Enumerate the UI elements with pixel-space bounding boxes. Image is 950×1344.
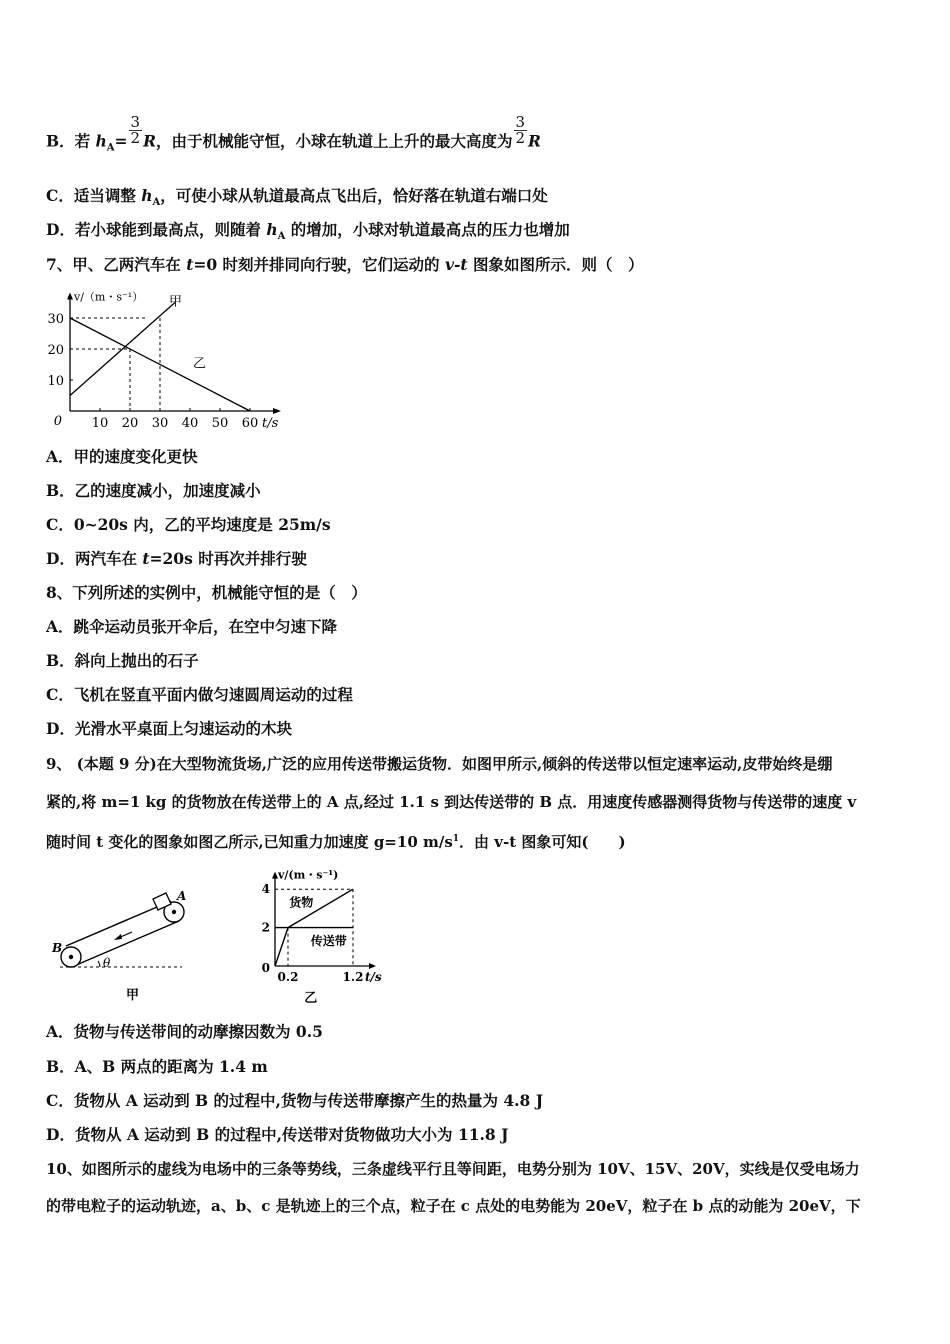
q9-option-c-text: C．货物从 A 运动到 B 的过程中,货物与传送带摩擦产生的热量为 4.8 J <box>46 1091 544 1110</box>
q6-b-frac1-num: 3 <box>130 113 141 131</box>
q8-option-d-text: D．光滑水平桌面上匀速运动的木块 <box>46 719 292 738</box>
q6-b-r2: R <box>528 131 541 151</box>
figure-caption-jia: 甲 <box>126 988 140 1003</box>
y-tick-label-30: 30 <box>47 312 64 327</box>
q6-c-prefix: C．适当调整 <box>46 186 142 205</box>
q6-b-r1: R <box>143 131 156 151</box>
q7-stem-t: t <box>186 255 194 274</box>
q9-stem-line-1 <box>46 754 832 774</box>
x-axis-label: t/s <box>262 416 279 431</box>
y-tick-label-2: 2 <box>261 920 270 935</box>
q7-option-d-t: t <box>142 549 150 568</box>
figure-caption-yi: 乙 <box>304 991 318 1006</box>
q9-option-d-text: D．货物从 A 运动到 B 的过程中,传送带对货物做功大小为 11.8 J <box>46 1125 509 1144</box>
label-b: B <box>52 941 63 955</box>
belt-direction-arrowhead <box>114 934 122 940</box>
q7-option-d-pre: D．两汽车在 <box>46 549 143 568</box>
q7-option-c <box>46 515 331 535</box>
q6-option-b <box>46 113 541 159</box>
q6-d-h: h <box>266 220 278 239</box>
q8-option-c <box>46 685 353 705</box>
q6-b-h: h <box>95 131 107 151</box>
x-axis-label: t/s <box>365 970 382 984</box>
x-axis-arrow <box>273 408 281 414</box>
q9-option-c <box>46 1091 543 1111</box>
q7-option-a-text: A．甲的速度变化更快 <box>46 447 198 466</box>
y-tick-label-4: 4 <box>261 882 270 897</box>
y-axis-label: v/（m・s⁻¹） <box>74 290 144 304</box>
belt-bottom-line <box>74 921 179 966</box>
x-tick-label-0.2: 0.2 <box>277 970 299 984</box>
q10-stem-line-1 <box>46 1159 860 1179</box>
q6-d-prefix: D．若小球能到最高点，则随着 <box>46 220 267 239</box>
label-theta: θ <box>103 956 111 970</box>
q6-c-h: h <box>141 186 153 205</box>
label-a: A <box>177 889 187 903</box>
q8-option-b <box>46 651 199 671</box>
q7-stem <box>46 255 643 275</box>
q6-b-fraction-2 <box>514 115 528 146</box>
q9-vt-chart <box>255 862 415 1007</box>
q9-option-d <box>46 1125 508 1145</box>
x-tick-label-40: 40 <box>181 416 199 431</box>
x-tick-label-1.2: 1.2 <box>342 970 364 984</box>
q9-stem-superscript: 1 <box>452 834 460 844</box>
q8-option-a <box>46 617 337 637</box>
q9-conveyor-diagram <box>40 866 200 1006</box>
q6-b-eq: = <box>114 131 128 151</box>
q6-option-d <box>46 220 570 247</box>
q10-stem-line-1-text: 10、如图所示的虚线为电场中的三条等势线，三条虚线平行且等间距，电势分别为 10V、15V、20V，实线是仅受电场力 <box>46 1160 860 1178</box>
q7-stem-post: 图象如图所示．则（ ） <box>467 255 644 274</box>
q6-c-sub: A <box>152 197 161 209</box>
series-label-jia: 甲 <box>169 294 183 310</box>
q6-b-prefix: B．若 <box>46 131 96 151</box>
q8-option-b-text: B．斜向上抛出的石子 <box>46 651 199 670</box>
series-label-cargo: 货物 <box>289 895 314 910</box>
origin-label: 0 <box>261 961 270 975</box>
q7-option-b-text: B．乙的速度减小，加速度减小 <box>46 481 261 500</box>
q9-option-b <box>46 1057 268 1077</box>
q9-option-a-text: A．货物与传送带间的动摩擦因数为 0.5 <box>46 1022 323 1041</box>
q9-stem-line-3 <box>46 829 626 852</box>
q9-option-b-text: B．A、B 两点的距离为 1.4 m <box>46 1057 268 1076</box>
q7-stem-vt: v-t <box>444 255 468 274</box>
x-tick-label-30: 30 <box>151 416 169 431</box>
y-tick-label-10: 10 <box>47 374 64 389</box>
series-line-jia <box>70 303 175 396</box>
x-tick-label-10: 10 <box>91 416 109 431</box>
origin-label: 0 <box>53 414 62 429</box>
series-label-belt: 传送带 <box>310 933 347 948</box>
q6-b-frac2-num: 3 <box>515 113 526 131</box>
q6-b-text: ，由于机械能守恒，小球在轨道上上升的最大高度为 <box>155 131 513 151</box>
q8-option-d <box>46 719 292 739</box>
q7-option-c-text: C．0~20s 内，乙的平均速度是 25m/s <box>46 515 331 534</box>
q7-option-b <box>46 481 261 501</box>
q6-d-text: 的增加，小球对轨道最高点的压力也增加 <box>285 220 570 239</box>
q9-stem-line-3-post: ．由 v-t 图象可知( ) <box>459 833 626 851</box>
y-axis-arrow <box>67 293 73 300</box>
y-axis-label: v/(m・s⁻¹) <box>278 868 339 882</box>
q6-b-sub: A <box>106 142 115 154</box>
q6-option-c <box>46 186 548 213</box>
y-tick-label-20: 20 <box>47 343 64 358</box>
q7-vt-chart <box>40 284 300 439</box>
q6-d-sub: A <box>277 231 286 243</box>
q6-b-frac2-den: 2 <box>515 129 526 147</box>
q6-b-fraction-1 <box>129 115 143 146</box>
q6-b-frac1-den: 2 <box>130 129 141 147</box>
x-tick-label-20: 20 <box>121 416 139 431</box>
pulley-a-axle <box>172 910 176 914</box>
q7-option-a <box>46 447 198 467</box>
q7-option-d-post: =20s 时再次并排行驶 <box>149 549 307 568</box>
q6-c-text: ，可使小球从轨道最高点飞出后，恰好落在轨道右端口处 <box>160 186 548 205</box>
q8-stem-text: 8、下列所述的实例中，机械能守恒的是（ ） <box>46 583 367 602</box>
q9-stem-line-2-text: 紧的,将 m=1 kg 的货物放在传送带上的 A 点,经过 1.1 s 到达传送带的 B 点．用速度传感器测得货物与传送带的速度 v <box>46 793 857 811</box>
q7-stem-mid: =0 时刻并排同向行驶，它们运动的 <box>193 255 445 274</box>
x-tick-label-50: 50 <box>211 416 229 431</box>
theta-arc <box>98 961 100 967</box>
q8-stem <box>46 583 367 603</box>
q9-stem-line-3-pre: 随时间 t 变化的图象如图乙所示,已知重力加速度 g=10 m/s <box>46 833 453 851</box>
q8-option-a-text: A．跳伞运动员张开伞后，在空中匀速下降 <box>46 617 338 636</box>
x-axis-arrow <box>369 963 376 969</box>
q8-option-c-text: C．飞机在竖直平面内做匀速圆周运动的过程 <box>46 685 353 704</box>
q7-stem-pre: 7、甲、乙两汽车在 <box>46 255 187 274</box>
q10-stem-line-2 <box>46 1196 861 1216</box>
q9-stem-line-1-text: 9、 (本题 9 分)在大型物流货场,广泛的应用传送带搬运货物．如图甲所示,倾斜的传送带以恒定速率运动,皮带始终是绷 <box>46 755 833 773</box>
x-tick-label-60: 60 <box>241 416 259 431</box>
q10-stem-line-2-text: 的带电粒子的运动轨迹，a、b、c 是轨迹上的三个点，粒子在 c 点处的电势能为 20eV，粒子在 b 点的动能为 20eV，下 <box>46 1197 861 1215</box>
q9-option-a <box>46 1022 323 1042</box>
pulley-b-axle <box>69 955 73 959</box>
q7-option-d <box>46 549 307 569</box>
series-label-yi: 乙 <box>193 356 207 372</box>
q9-stem-line-2 <box>46 792 856 812</box>
